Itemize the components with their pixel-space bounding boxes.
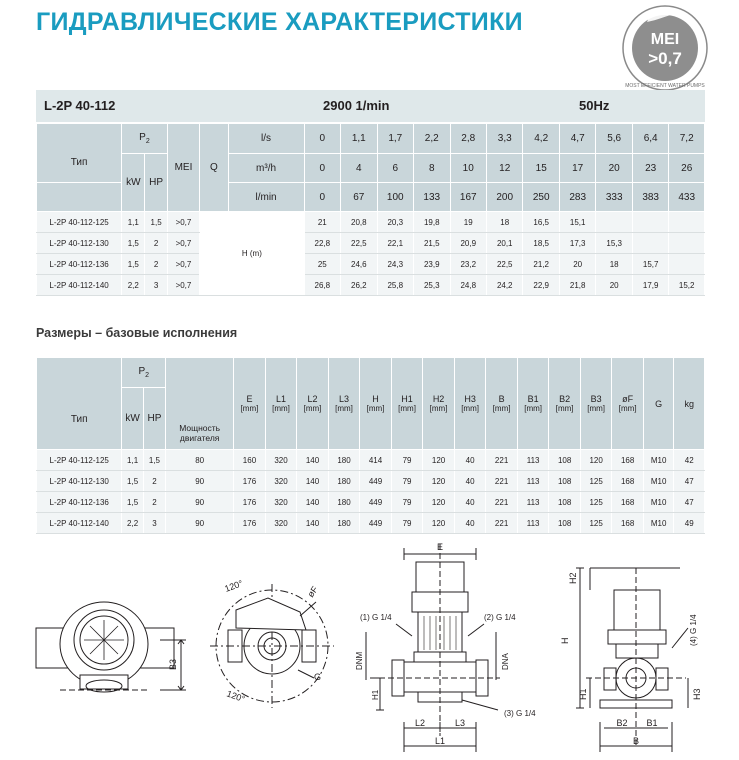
dim-value: 125	[580, 513, 612, 534]
head-value: 25,8	[377, 275, 413, 296]
dims-col-name: øF	[622, 394, 634, 404]
dim-value: 320	[265, 513, 297, 534]
cell-mei: >0,7	[167, 212, 199, 233]
dim-value: 113	[517, 513, 549, 534]
dim-value: 320	[265, 492, 297, 513]
flow-cell: 4	[341, 154, 377, 183]
dims-col-hp-header: HP	[143, 388, 165, 450]
dim-value: 120	[423, 450, 455, 471]
label-h1-front: H1	[578, 688, 588, 700]
dims-col-unit: [mm]	[587, 404, 606, 413]
dim-value: 140	[297, 492, 329, 513]
cell-hp: 1,5	[143, 450, 165, 471]
unit-m3h: m³/h	[228, 154, 304, 183]
col-mei-header: MEI	[167, 124, 199, 212]
dims-col-unit: [mm]	[618, 404, 637, 413]
dims-col-header	[454, 358, 486, 450]
head-value: 17,3	[559, 233, 595, 254]
flow-cell: 383	[632, 183, 668, 212]
head-value: 20,9	[450, 233, 486, 254]
label-h2: H2	[568, 572, 578, 584]
dims-col-name: H2	[432, 394, 445, 404]
flow-cell: 0	[304, 124, 340, 154]
head-value: 16,5	[523, 212, 559, 233]
dims-col-name: B	[498, 394, 505, 404]
dim-value: 176	[234, 492, 266, 513]
page-title: ГИДРАВЛИЧЕСКИЕ ХАРАКТЕРИСТИКИ	[36, 8, 523, 36]
badge-ring-text: MOST EFFICIENT WATER PUMPS	[625, 83, 705, 89]
cell-kw: 1,5	[122, 233, 145, 254]
dim-value: 221	[486, 513, 518, 534]
dims-col-unit: [mm]	[303, 404, 322, 413]
cell-mei: >0,7	[167, 254, 199, 275]
head-value: 17,9	[632, 275, 668, 296]
head-value: 24,6	[341, 254, 377, 275]
dim-value: 180	[328, 513, 360, 534]
dim-value: 108	[549, 450, 581, 471]
flow-cell: 12	[486, 154, 522, 183]
head-value	[632, 212, 668, 233]
cell-kw: 1,1	[122, 212, 145, 233]
dims-col-header	[297, 358, 329, 450]
dims-col-name: L1	[275, 394, 286, 404]
cell-kw: 2,2	[122, 275, 145, 296]
head-value: 23,9	[414, 254, 450, 275]
dimensions-subtitle: Размеры – базовые исполнения	[36, 326, 238, 340]
dims-col-name: H	[372, 394, 379, 404]
dimensions-row	[37, 492, 705, 513]
label-f: øF	[305, 584, 320, 600]
cell-mei: >0,7	[167, 233, 199, 254]
label-g1: (1) G 1/4	[360, 613, 392, 622]
cell-type: L-2P 40-112-125	[37, 450, 122, 471]
dim-value: 140	[297, 471, 329, 492]
label-l3: L3	[454, 718, 466, 728]
head-value: 22,8	[304, 233, 340, 254]
dims-col-header	[234, 358, 266, 450]
col-type-header: Тип	[37, 124, 122, 183]
flow-cell: 1,7	[377, 124, 413, 154]
dims-col-header	[549, 358, 581, 450]
dim-value: 140	[297, 450, 329, 471]
dim-value: 221	[486, 450, 518, 471]
label-dna: DNA	[501, 653, 510, 670]
head-value: 24,3	[377, 254, 413, 275]
dim-value: 108	[549, 513, 581, 534]
head-value	[596, 212, 632, 233]
dim-value: 168	[612, 471, 644, 492]
dims-col-name: H3	[464, 394, 476, 404]
label-h: H	[560, 637, 570, 644]
flow-cell: 4,2	[523, 124, 559, 154]
cell-hp: 2	[145, 254, 167, 275]
cell-type: L-2P 40-112-136	[37, 492, 122, 513]
flow-cell: 8	[414, 154, 450, 183]
head-value	[669, 254, 705, 275]
flow-cell: 133	[414, 183, 450, 212]
head-value: 18	[596, 254, 632, 275]
cell-type: L-2P 40-112-130	[37, 233, 122, 254]
unit-ls: l/s	[228, 124, 304, 154]
dim-value: 320	[265, 471, 297, 492]
flow-cell: 2,2	[414, 124, 450, 154]
cell-kw: 1,1	[122, 450, 143, 471]
dim-value: 449	[360, 513, 392, 534]
cell-type: L-2P 40-112-125	[37, 212, 122, 233]
dim-value: 176	[234, 471, 266, 492]
head-value: 18	[486, 212, 522, 233]
flow-cell: 10	[450, 154, 486, 183]
dims-col-unit: [mm]	[461, 404, 479, 413]
head-value: 21,2	[523, 254, 559, 275]
flow-cell: 200	[486, 183, 522, 212]
dim-value: 125	[580, 471, 612, 492]
dimensions-row	[37, 450, 705, 471]
dims-col-name: kg	[684, 398, 694, 409]
performance-table	[36, 123, 705, 296]
dim-value: 449	[360, 471, 392, 492]
dims-col-header	[517, 358, 549, 450]
dims-col-power-header: Мощность двигателя	[166, 358, 234, 450]
dims-col-unit: [mm]	[492, 404, 511, 413]
dims-col-header	[580, 358, 612, 450]
dim-value: M10	[643, 450, 674, 471]
dim-value: 180	[328, 471, 360, 492]
cell-hp: 1,5	[145, 212, 167, 233]
head-value: 25	[304, 254, 340, 275]
dim-value: 79	[391, 471, 423, 492]
dims-col-name: L2	[307, 394, 318, 404]
dims-col-header	[643, 358, 674, 450]
dim-value: 40	[454, 471, 486, 492]
flow-cell: 26	[669, 154, 705, 183]
flow-cell: 3,3	[486, 124, 522, 154]
dims-col-header	[328, 358, 360, 450]
dim-value: 120	[423, 471, 455, 492]
cell-hp: 2	[143, 492, 165, 513]
flow-cell: 4,7	[559, 124, 595, 154]
dim-value: 221	[486, 492, 518, 513]
label-angle-top: 120°	[223, 578, 245, 594]
dim-value: 120	[423, 492, 455, 513]
mei-value: >0,7	[648, 49, 682, 68]
label-b: B	[632, 736, 640, 746]
head-value: 26,8	[304, 275, 340, 296]
head-value: 20,3	[377, 212, 413, 233]
head-value: 15,3	[596, 233, 632, 254]
flow-cell: 23	[632, 154, 668, 183]
flow-cell: 6,4	[632, 124, 668, 154]
head-value: 21	[304, 212, 340, 233]
head-label: H (m)	[200, 212, 304, 296]
label-g: G	[314, 672, 322, 682]
head-value: 20,8	[341, 212, 377, 233]
dims-col-unit: [mm]	[398, 404, 416, 413]
flow-cell: 0	[304, 183, 340, 212]
cell-kw: 1,5	[122, 471, 143, 492]
dims-col-name: B3	[590, 394, 602, 404]
dim-value: 221	[486, 471, 518, 492]
dim-value: 168	[612, 492, 644, 513]
cell-power: 90	[166, 492, 234, 513]
dims-col-unit: [mm]	[366, 404, 385, 413]
label-h3: H3	[692, 688, 702, 700]
cell-hp: 2	[145, 233, 167, 254]
pump-front-dims-view	[576, 568, 688, 752]
col-q-header: Q	[200, 124, 228, 212]
dim-value: 40	[454, 450, 486, 471]
dims-col-kw-header: kW	[122, 388, 143, 450]
cell-hp: 3	[145, 275, 167, 296]
technical-drawings	[0, 540, 739, 760]
model-name: L-2P 40-112	[44, 98, 116, 113]
label-g3: (3) G 1/4	[504, 709, 536, 718]
dim-value: 47	[674, 471, 705, 492]
dim-value: 180	[328, 450, 360, 471]
label-h1-side: H1	[371, 689, 380, 700]
performance-row	[37, 275, 705, 296]
dims-col-header	[486, 358, 518, 450]
dim-value: 160	[234, 450, 266, 471]
dim-value: 176	[234, 513, 266, 534]
flow-cell: 20	[596, 154, 632, 183]
label-b3: B3	[168, 658, 178, 670]
label-angle-bottom: 120°	[225, 688, 247, 705]
flow-cell: 15	[523, 154, 559, 183]
dimensions-row	[37, 471, 705, 492]
dim-value: 40	[454, 492, 486, 513]
label-e: E	[436, 542, 444, 552]
performance-row	[37, 233, 705, 254]
mei-badge	[617, 2, 713, 94]
head-value: 25,3	[414, 275, 450, 296]
dim-value: 113	[517, 492, 549, 513]
head-value: 20,1	[486, 233, 522, 254]
dim-value: 79	[391, 492, 423, 513]
flow-cell: 167	[450, 183, 486, 212]
head-value: 20	[596, 275, 632, 296]
cell-type: L-2P 40-112-140	[37, 513, 122, 534]
flow-cell: 6	[377, 154, 413, 183]
head-value: 22,1	[377, 233, 413, 254]
dim-value: 120	[580, 450, 612, 471]
head-value	[632, 233, 668, 254]
dim-value: 113	[517, 450, 549, 471]
dim-value: 42	[674, 450, 705, 471]
label-l2: L2	[414, 718, 426, 728]
dim-value: 320	[265, 450, 297, 471]
flow-cell: 2,8	[450, 124, 486, 154]
head-value	[669, 233, 705, 254]
col-p2-header: $P_2$	[122, 124, 168, 154]
flow-cell: 433	[669, 183, 705, 212]
dim-value: M10	[643, 513, 674, 534]
flow-cell: 17	[559, 154, 595, 183]
dims-col-name: G	[655, 398, 663, 409]
head-value: 21,8	[559, 275, 595, 296]
dim-value: 79	[391, 513, 423, 534]
dimensions-table	[36, 357, 705, 534]
dims-col-unit: [mm]	[524, 404, 542, 413]
unit-lmin: l/min	[228, 183, 304, 212]
flow-cell: 333	[596, 183, 632, 212]
cell-type: L-2P 40-112-140	[37, 275, 122, 296]
dims-col-header	[265, 358, 297, 450]
dim-value: 449	[360, 492, 392, 513]
performance-row	[37, 254, 705, 275]
cell-kw: 1,5	[122, 254, 145, 275]
label-b2: B2	[616, 718, 628, 728]
head-value: 20	[559, 254, 595, 275]
pump-front-view	[36, 602, 186, 692]
dims-col-unit: [mm]	[429, 404, 448, 413]
dim-value: 49	[674, 513, 705, 534]
flow-cell: 1,1	[341, 124, 377, 154]
pump-side-view	[366, 544, 500, 752]
cell-power: 80	[166, 450, 234, 471]
dim-value: 113	[517, 471, 549, 492]
flow-cell: 283	[559, 183, 595, 212]
head-value: 18,5	[523, 233, 559, 254]
dims-col-name: B2	[559, 394, 571, 404]
dims-col-unit: [mm]	[272, 404, 290, 413]
head-value: 15,1	[559, 212, 595, 233]
dim-value: 168	[612, 513, 644, 534]
dim-value: 40	[454, 513, 486, 534]
cell-type: L-2P 40-112-130	[37, 471, 122, 492]
dim-value: 120	[423, 513, 455, 534]
col-hp-header: HP	[145, 154, 167, 212]
cell-hp: 2	[143, 471, 165, 492]
cell-power: 90	[166, 513, 234, 534]
label-l1: L1	[434, 736, 446, 746]
dims-col-header	[423, 358, 455, 450]
head-value: 22,5	[341, 233, 377, 254]
dims-col-header	[391, 358, 423, 450]
dims-col-unit: [mm]	[555, 404, 574, 413]
flow-cell: 67	[341, 183, 377, 212]
dim-value: 140	[297, 513, 329, 534]
dim-value: 180	[328, 492, 360, 513]
dims-col-p2-header: $P_2$	[122, 358, 166, 388]
cell-mei: >0,7	[167, 275, 199, 296]
head-value: 24,2	[486, 275, 522, 296]
head-value: 22,9	[523, 275, 559, 296]
head-value: 23,2	[450, 254, 486, 275]
dims-col-unit: [mm]	[240, 404, 259, 413]
head-value: 19	[450, 212, 486, 233]
label-b1: B1	[646, 718, 658, 728]
head-value: 19,8	[414, 212, 450, 233]
head-value: 21,5	[414, 233, 450, 254]
cell-hp: 3	[143, 513, 165, 534]
dim-value: 47	[674, 492, 705, 513]
dimensions-row	[37, 513, 705, 534]
label-dnm: DNM	[355, 651, 364, 670]
flow-cell: 100	[377, 183, 413, 212]
dims-col-header	[674, 358, 705, 450]
dim-value: M10	[643, 492, 674, 513]
dim-value: 168	[612, 450, 644, 471]
label-g4: (4) G 1/4	[689, 614, 698, 646]
dims-col-header	[360, 358, 392, 450]
speed: 2900 1/min	[323, 98, 390, 113]
cell-power: 90	[166, 471, 234, 492]
flow-cell: 0	[304, 154, 340, 183]
dims-col-header	[612, 358, 644, 450]
head-value: 22,5	[486, 254, 522, 275]
cell-kw: 1,5	[122, 492, 143, 513]
dims-col-name: E	[246, 394, 253, 404]
dims-col-name: H1	[401, 394, 413, 404]
cell-type: L-2P 40-112-136	[37, 254, 122, 275]
head-value	[669, 212, 705, 233]
head-value: 15,7	[632, 254, 668, 275]
head-value: 26,2	[341, 275, 377, 296]
dim-value: 108	[549, 471, 581, 492]
dims-col-unit: [mm]	[335, 404, 353, 413]
flow-cell: 5,6	[596, 124, 632, 154]
performance-header	[36, 90, 705, 122]
label-g2: (2) G 1/4	[484, 613, 516, 622]
dim-value: 414	[360, 450, 392, 471]
dim-value: 125	[580, 492, 612, 513]
dim-value: M10	[643, 471, 674, 492]
dims-col-type-header: Тип	[37, 358, 122, 450]
performance-row	[37, 212, 705, 233]
flow-cell: 250	[523, 183, 559, 212]
head-value: 15,2	[669, 275, 705, 296]
dims-col-name: B1	[527, 394, 539, 404]
flow-cell: 7,2	[669, 124, 705, 154]
mei-label: MEI	[650, 31, 680, 48]
dims-col-name: L3	[339, 394, 350, 404]
dim-value: 108	[549, 492, 581, 513]
head-value: 24,8	[450, 275, 486, 296]
cell-kw: 2,2	[122, 513, 143, 534]
frequency: 50Hz	[579, 98, 610, 113]
dim-value: 79	[391, 450, 423, 471]
col-kw-header: kW	[122, 154, 145, 212]
